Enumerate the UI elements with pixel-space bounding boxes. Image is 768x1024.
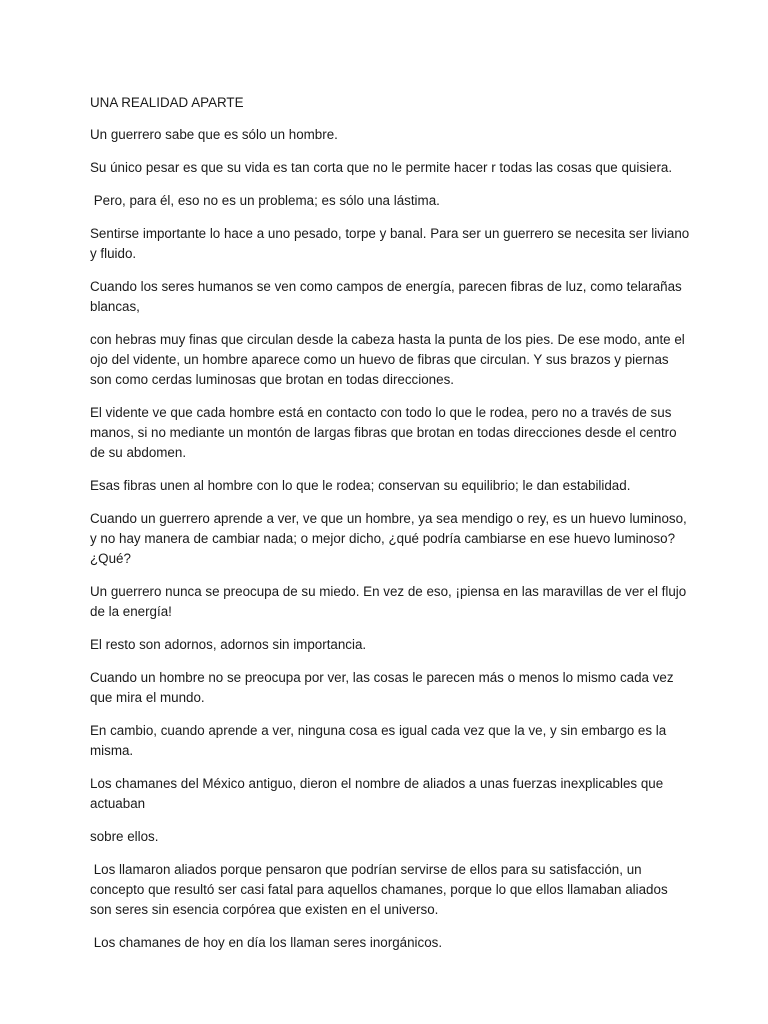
paragraph-1: Un guerrero sabe que es sólo un hombre. (90, 127, 338, 142)
paragraph-16: Los llamaron aliados porque pensaron que podrían servirse de ellos para su satisfacción, un concepto que resultó ser casi fatal para aquellos chamanes, porque lo que ellos llamaban aliados son seres sin esencia corpórea que existen en el universo. (90, 862, 672, 917)
document-body (90, 93, 693, 966)
paragraph-10: Un guerrero nunca se preocupa de su miedo. En vez de eso, ¡piensa en las maravillas de ver el flujo de la energía! (90, 584, 690, 619)
paragraph-8: Esas fibras unen al hombre con lo que le rodea; conservan su equilibrio; le dan estabilidad. (90, 478, 631, 493)
paragraph-6: con hebras muy finas que circulan desde la cabeza hasta la punta de los pies. De ese modo, ante el ojo del vidente, un hombre aparece como un huevo de fibras que circulan. Y sus brazos y piernas son como cerdas luminosas que brotan en todas direcciones. (90, 332, 689, 387)
paragraph-2: Su único pesar es que su vida es tan corta que no le permite hacer r todas las cosas que quisiera. (90, 160, 673, 175)
paragraph-13: En cambio, cuando aprende a ver, ninguna cosa es igual cada vez que la ve, y sin embargo es la misma. (90, 723, 670, 758)
paragraph-14: Los chamanes del México antiguo, dieron el nombre de aliados a unas fuerzas inexplicables que actuaban (90, 776, 667, 811)
document-title: UNA REALIDAD APARTE (90, 95, 244, 110)
paragraph-5: Cuando los seres humanos se ven como campos de energía, parecen fibras de luz, como telarañas blancas, (90, 279, 686, 314)
paragraph-11: El resto son adornos, adornos sin importancia. (90, 637, 367, 652)
paragraph-15: sobre ellos. (90, 829, 159, 844)
paragraph-9: Cuando un guerrero aprende a ver, ve que un hombre, ya sea mendigo o rey, es un huevo luminoso, y no hay manera de cambiar nada; o mejor dicho, ¿qué podría cambiarse en ese huevo luminoso? ¿Qué? (90, 511, 691, 566)
paragraph-7: El vidente ve que cada hombre está en contacto con todo lo que le rodea, pero no a través de sus manos, si no mediante un montón de largas fibras que brotan en todas direcciones desde el centro de su abdomen. (90, 405, 681, 460)
paragraph-4: Sentirse importante lo hace a uno pesado, torpe y banal. Para ser un guerrero se necesita ser liviano y fluido. (90, 226, 693, 261)
paragraph-3: Pero, para él, eso no es un problema; es sólo una lástima. (90, 193, 440, 208)
paragraph-17: Los chamanes de hoy en día los llaman seres inorgánicos. (90, 935, 443, 950)
paragraph-12: Cuando un hombre no se preocupa por ver, las cosas le parecen más o menos lo mismo cada vez que mira el mundo. (90, 670, 678, 705)
